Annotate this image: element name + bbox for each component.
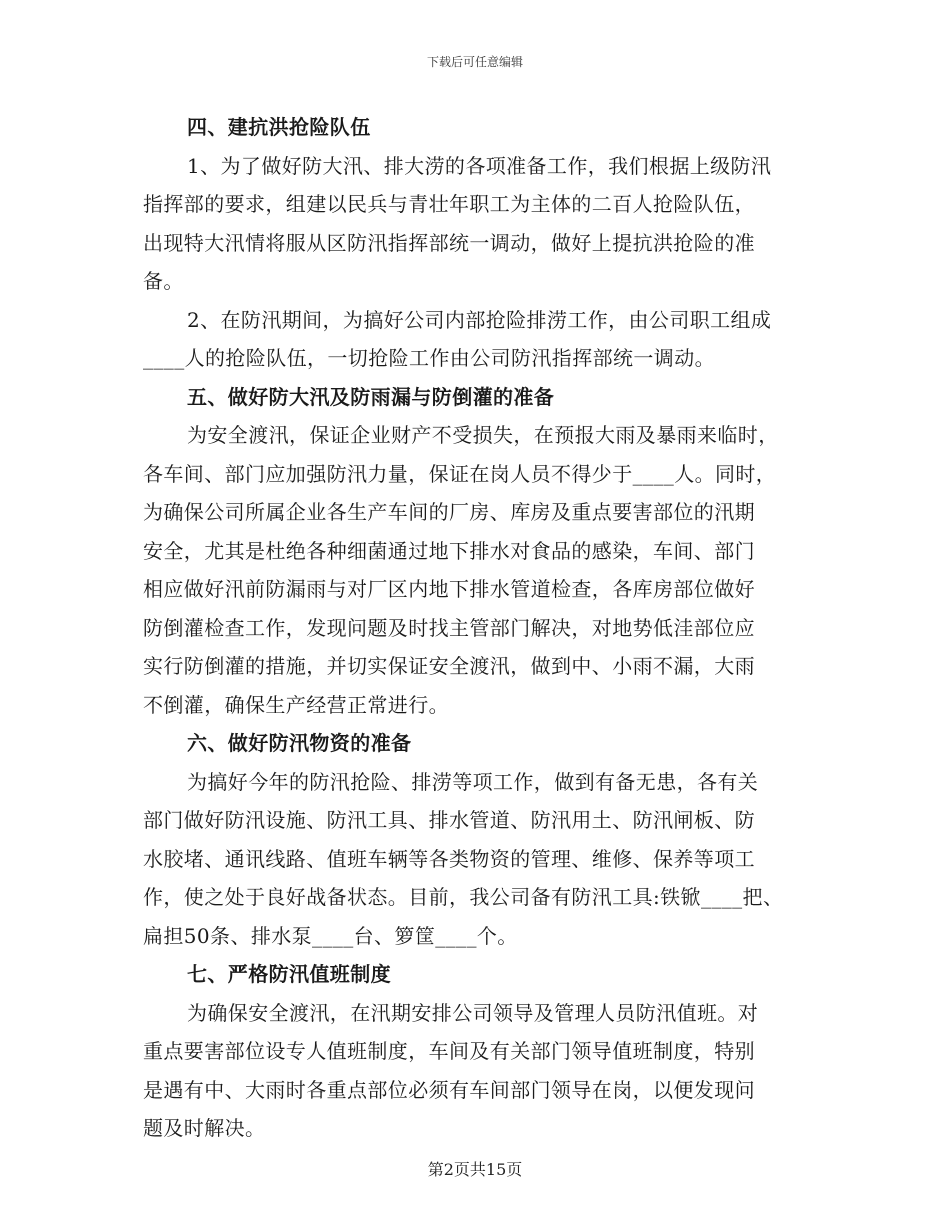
paragraph-line: 指挥部的要求，组建以民兵与青壮年职工为主体的二百人抢险队伍， — [143, 192, 755, 216]
page-header-note: 下载后可任意编辑 — [426, 55, 523, 69]
paragraph-line: 部门做好防汛设施、防汛工具、排水管道、防汛用土、防汛闸板、防 — [143, 808, 755, 832]
paragraph-line: ____人的抢险队伍，一切抢险工作由公司防汛指挥部统一调动。 — [143, 346, 715, 370]
paragraph-line: 扁担50条、排水泵____台、箩筐____个。 — [143, 923, 518, 948]
section-heading: 六、做好防汛物资的准备 — [187, 731, 412, 755]
paragraph-line: 防倒灌检查工作，发现问题及时找主管部门解决，对地势低洼部位应 — [143, 615, 755, 640]
paragraph-line: 为安全渡汛，保证企业财产不受损失，在预报大雨及暴雨来临时， — [187, 423, 779, 447]
paragraph-line: 实行防倒灌的措施，并切实保证安全渡汛，做到中、小雨不漏，大雨 — [143, 654, 755, 678]
paragraph-line: 水胶堵、通讯线路、值班车辆等各类物资的管理、维修、保养等项工 — [143, 846, 755, 871]
paragraph-line: 备。 — [143, 269, 184, 293]
paragraph-line: 为确保安全渡汛，在汛期安排公司领导及管理人员防汛值班。对 — [187, 1000, 759, 1025]
paragraph-line: 1、为了做好防大汛、排大涝的各项准备工作，我们根据上级防汛 — [187, 153, 772, 178]
paragraph-line: 重点要害部位设专人值班制度，车间及有关部门领导值班制度，特别 — [143, 1039, 755, 1063]
paragraph-line: 为搞好今年的防汛抢险、排涝等项工作，做到有备无患，各有关 — [187, 769, 759, 794]
paragraph-line: 安全，尤其是杜绝各种细菌通过地下排水对食品的感染，车间、部门 — [143, 538, 755, 563]
paragraph-line: 出现特大汛情将服从区防汛指挥部统一调动，做好上提抗洪抢险的准 — [143, 230, 755, 255]
page-number: 第2页共15页 — [427, 1160, 523, 1179]
paragraph-line: 为确保公司所属企业各生产车间的厂房、库房及重点要害部位的汛期 — [143, 500, 755, 524]
paragraph-line: 2、在防汛期间，为搞好公司内部抢险排涝工作，由公司职工组成 — [187, 307, 772, 332]
paragraph-line: 相应做好汛前防漏雨与对厂区内地下排水管道检查，各库房部位做好 — [143, 577, 755, 601]
section-heading: 七、严格防汛值班制度 — [187, 962, 391, 986]
paragraph-line: 题及时解决。 — [143, 1116, 266, 1140]
paragraph-line: 各车间、部门应加强防汛力量，保证在岗人员不得少于____人。同时， — [143, 461, 777, 486]
section-heading: 四、建抗洪抢险队伍 — [187, 115, 371, 139]
paragraph-line: 是遇有中、大雨时各重点部位必须有车间部门领导在岗，以便发现问 — [143, 1077, 755, 1102]
paragraph-line: 不倒灌，确保生产经营正常进行。 — [143, 692, 449, 717]
paragraph-line: 作，使之处于良好战备状态。目前，我公司备有防汛工具:铁锨____把、 — [143, 885, 784, 909]
document-body — [143, 108, 813, 1148]
section-heading: 五、做好防大汛及防雨漏与防倒灌的准备 — [187, 384, 555, 409]
